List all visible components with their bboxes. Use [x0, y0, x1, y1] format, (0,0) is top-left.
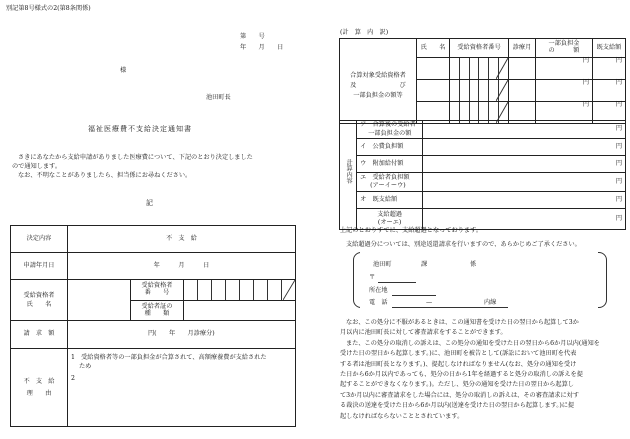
qualified-name-value	[68, 280, 131, 321]
cert-type-label: 受給者証の 種 類	[131, 301, 184, 321]
person-cert-grid-1	[450, 58, 509, 80]
row-u-label: ウ 附加給付額	[357, 156, 423, 173]
col-copay: 一部負担金 の 額	[536, 39, 593, 58]
contact-ext: 内線	[484, 299, 497, 306]
addressee-suffix: 様	[120, 67, 127, 74]
person-paid-3: 円	[593, 102, 626, 124]
contact-postal: 〒	[369, 274, 376, 281]
claim-amount-label: 請 求 額	[11, 321, 68, 349]
col-paid: 既支給額	[593, 39, 626, 58]
col-cert-no: 受給資格者番号	[450, 39, 509, 58]
contact-tel: 電 話	[369, 299, 388, 306]
decision-label: 決定内容	[11, 226, 68, 253]
qualified-persons-table	[339, 38, 626, 124]
slash-mark	[496, 80, 508, 101]
contact-address: 所在地	[369, 287, 388, 294]
qualified-name-label: 受給資格者 氏 名	[11, 280, 68, 321]
reason-value: 1 受給資格者等の一部負担金が合算されて、高額療養費が支給された ため 2	[68, 349, 296, 427]
person-month-2	[509, 80, 536, 102]
row-u-value: 円	[423, 156, 626, 173]
claim-amount-value: 円( 年 月診療分)	[68, 321, 296, 349]
row-o-label: オ 既支給額	[357, 192, 423, 209]
cert-type-value	[184, 301, 296, 321]
body-text-2: なお、不明なことがありましたら、担当係にお尋ねください。	[18, 172, 192, 179]
row-e-value: 円	[423, 173, 626, 192]
document-title: 福祉医療費不支給決定通知書	[88, 125, 192, 133]
body-text-1b: ので通知します。	[12, 163, 62, 170]
person-paid-1: 円	[593, 58, 626, 80]
col-month: 診療月	[509, 39, 536, 58]
person-copay-1: 円	[536, 58, 593, 80]
issue-date-label: 年 月 日	[240, 44, 284, 51]
contact-dash: —	[426, 299, 433, 306]
body-text-1: さきにあなたから支給申請がありました医療費について、下記のとおり決定しました	[18, 154, 253, 161]
row-excess-label: 支給超過 (オーエ)	[357, 209, 423, 230]
row-a-value: 円	[423, 121, 626, 139]
person-month-1	[509, 58, 536, 80]
row-e-label: エ 受給者負担額 (アーイーウ)	[357, 173, 423, 192]
col-name: 氏 名	[417, 39, 450, 58]
qualified-persons-label: 合算対象受給資格者 及 び 一部負担金の額等	[340, 39, 417, 124]
row-i-label: イ 公費負担額	[357, 139, 423, 156]
person-name-1	[417, 58, 450, 80]
person-copay-2: 円	[536, 80, 593, 102]
person-copay-3: 円	[536, 102, 593, 124]
contact-org: 池田町	[373, 261, 392, 268]
contact-ka: 課	[421, 261, 428, 268]
appeal-notice: なお、この処分に不服があるときは、この通知書を受けた日の翌日から起算して3か 月以内に池田町長に対して審査請求をすることができます。 また、この処分の取消しの訴えは、この処分の通知を受けた日の翌日から6か月以内(通知を 受けた日の翌日から起算します。)に、池田町を被告として(訴訟において池田町を代表 する者は池田町長となります。)、提起しなければなりません(なお、処分の通知を受け た日から6か月以内であっても、処分の日から1年を経過すると処分の取消しの訴えを提 起することができなくなります。)。ただし、処分の通知を受けた日の翌日から起算し て3か月以内に審査請求をした場合には、処分の取消しの訴えは、その審査請求に対す る裁決の送達を受けた日から6か月以内(送達を受けた日の翌日から起算します。)に提 起しなければならないこととされています。	[340, 319, 600, 420]
note-refund: 支給超過分については、別途返還請求を行いますので、あらかじめご了承ください。	[346, 241, 581, 248]
document-number-label: 第 号	[240, 33, 265, 40]
calculation-table	[339, 120, 626, 230]
note-excess: 上記のとおりすでに、支給超過となっております。	[340, 227, 483, 234]
person-cert-grid-2	[450, 80, 509, 102]
issuer-name: 池田町長	[206, 94, 231, 101]
calc-side-label: 計算内容	[340, 121, 357, 230]
row-i-value: 円	[423, 139, 626, 156]
decision-table	[10, 225, 296, 427]
person-paid-2: 円	[593, 80, 626, 102]
slash-mark	[496, 58, 508, 79]
cert-number-grid	[184, 280, 296, 301]
cert-number-label: 受給資格者 番 号	[131, 280, 184, 301]
slash-mark	[283, 280, 295, 300]
calc-title: (計 算 内 訳)	[340, 29, 389, 36]
person-name-2	[417, 80, 450, 102]
apply-date-label: 申請年月日	[11, 253, 68, 280]
contact-kakari: 係	[470, 261, 477, 268]
form-number: 別記第8号様式の2(第8条関係)	[6, 5, 91, 12]
ki-label: 記	[146, 199, 153, 207]
decision-value: 不 支 給	[68, 226, 296, 253]
row-excess-value: 円	[423, 209, 626, 230]
row-a-label: ア 合算後の受給者 一部負担金の額	[357, 121, 423, 139]
row-o-value: 円	[423, 192, 626, 209]
reason-label: 不 支 給 理 由	[11, 349, 68, 427]
apply-date-value: 年 月 日	[68, 253, 296, 280]
